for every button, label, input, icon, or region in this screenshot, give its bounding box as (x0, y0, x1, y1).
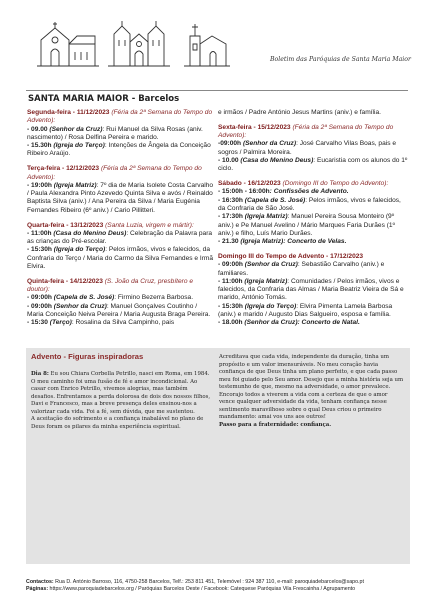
mass-intention: : Intenções de Ângela da Conceição Ribeiro Araújo. (27, 142, 211, 158)
schedule-day (218, 124, 408, 174)
schedule-day (27, 109, 215, 159)
mass-time: - 15.30h (27, 142, 52, 150)
pages-label: Páginas: (26, 586, 49, 593)
mass-intention: : Manuel Gonçalves Coutinho / Maria Conceição Neiva Pereira / Maria Augusta Braga Pereira. (27, 302, 211, 319)
mass-intention: : Rui Manuel da Silva Rosas (aniv. nascimento) / Rosa Delfina Pereira e marido. (27, 125, 203, 141)
mass-place: (Igreja Matriz) (53, 181, 97, 189)
mass-intention: : Pelos irmãos, vivos e falecidos, da Confraria do Terço / Maria do Carmo da Silva Fernandes e Irmã Elvira. (27, 246, 214, 271)
mass-entry (218, 157, 408, 174)
mass-entry (27, 126, 215, 143)
mass-intention: : Sebastião Carvalho (aniv.) e familiares. (218, 261, 385, 277)
schedule-day (218, 253, 408, 328)
mass-place: (Igreja Matriz) (244, 213, 288, 221)
mass-time: - 11:00h (27, 229, 52, 237)
mass-place: (Senhor da Cruz) (242, 140, 297, 148)
mass-place: (Senhor da Cruz) (244, 319, 298, 327)
mass-entry (218, 303, 408, 320)
mass-time: - 15:30h (27, 246, 52, 254)
mass-place: (Igreja do Terço) (244, 302, 297, 310)
mass-entry (218, 278, 408, 303)
mass-entry (218, 140, 408, 157)
mass-place: (Igreja do Terço) (53, 246, 106, 254)
mass-place: (Igreja Matriz) (240, 238, 284, 246)
footer-pages (26, 586, 435, 593)
mass-time: - 17:30h (218, 213, 243, 221)
mass-intention: : José Carvalho Vilas Boas, pais e sogros / Palmira Moreira. (218, 140, 396, 156)
liturgical-note: (S. João da Cruz, presbítero e doutor): (27, 277, 194, 294)
mass-entry (27, 230, 215, 247)
mass-place: (Igreja Matriz) (244, 277, 288, 285)
liturgical-note: (Féria da 2ª Semana do Tempo do Advento): (218, 123, 394, 140)
pages-text[interactable]: https://www.paroquiadebarcelos.org / Paróquias Barcelos Oeste / Facebook: Catequese Paróquias Vila Frescainha / Agrupamento (48, 586, 356, 593)
section-title: SANTA MARIA MAIOR - Barcelos (28, 94, 180, 104)
mass-time: - 16:30h (218, 196, 243, 204)
contacts-text[interactable]: Rua D. António Barroso, 116, 4750-258 Barcelos, Telf.: 253 811 451, Telemóvel : 924 387 110, e-mail: paroquiadebarcelos@sapo.pt (53, 579, 364, 585)
day-heading: Terça-feira - 12/12/2023 (Féria da 2ª Semana do Tempo do Advento): (27, 165, 202, 181)
mass-time: - 19:00h (27, 181, 52, 189)
continued-text (218, 109, 408, 117)
mass-intention: : Comunidades / Pelos irmãos, vivos e falecidos, da Confraria das Almas / Maria Beatriz Vieira de Sá e marido, António Tomás. (218, 277, 404, 302)
mass-intention: : Manuel Pereira Sousa Monteiro (9º aniv.) e Pe Manuel Avelino / Mário Marques Faria Durães (1º aniv.) e filho, Luís Mario Durães. (218, 213, 395, 237)
mass-intention: : Concerto de Natal. (297, 319, 360, 327)
day-heading: Quarta-feira - 13/12/2023 (Santa Luzia, virgem e mártir): (27, 221, 194, 229)
mass-place: (Capela de S. José) (244, 196, 306, 204)
mass-entry (218, 197, 408, 214)
bulletin-header (0, 0, 435, 86)
mass-time: - 15:00h - 16:00h (218, 188, 270, 196)
mass-place: (Senhor da Cruz) (49, 125, 103, 133)
advent-text-1: Eu sou Chiara Corbella Petrillo, nasci em Roma, em 1984. O meu caminho foi uma fusão de fé e amor incondicional. Ao casar com Enrico Petrillo, vivemos alegrias, mas também desafios. Enfrentamos a perda dolorosa de dois dos nossos filhos, Davi e Francesco, mas a breve presença deles ensinou-nos a valorizar cada vida. Foi a fé, sem dúvida, que me sustentou. (31, 371, 211, 415)
mass-intention: : Firmino Bezerra Barbosa. (114, 294, 194, 302)
footer (26, 579, 435, 594)
mass-entry (218, 213, 408, 238)
mass-time: - 09:00h (218, 261, 243, 269)
advent-text-2: A aceitação do sofrimento e a confiança inabalável no plano de Deus foram os pilares da minha experiência espiritual. (31, 416, 204, 430)
church-sketch-1 (37, 18, 99, 68)
mass-entry (218, 319, 408, 327)
bulletin-title: Boletim das Paróquias de Santa Maria Maior (270, 56, 411, 63)
mass-place: (Senhor da Cruz) (53, 302, 107, 310)
fraternity-value: confiança. (300, 421, 332, 428)
footer-contacts (26, 579, 435, 586)
mass-entry (27, 319, 215, 327)
church-sketch-3 (182, 18, 232, 68)
liturgical-note: (Féria da 2ª Semana do Tempo do Advento): (27, 165, 202, 181)
mass-time: - 09.00 (27, 125, 48, 133)
header-divider (26, 90, 408, 91)
mass-place: (Terço) (49, 319, 72, 327)
mass-entry (218, 261, 408, 278)
liturgical-note: (Féria da 2ª Semana do Tempo do Advento): (27, 109, 213, 125)
fraternity-label: Passo para a fraternidade: (219, 421, 299, 428)
mass-place: (Igreja do Terço) (53, 142, 105, 150)
mass-entry (218, 238, 408, 246)
mass-intention: : Confissões de Advento. (269, 188, 349, 196)
mass-place: (Casa do Menino Deus) (53, 229, 127, 237)
day-heading: Segunda-feira - 11/12/2023 (Féria da 2ª Semana do Tempo do Advento): (27, 109, 213, 125)
liturgical-note: (Domingo III do Tempo do Advento): (282, 180, 389, 188)
mass-intention: : Celebração da Palavra para as crianças do Pré-escolar. (27, 229, 213, 246)
schedule-left-column (27, 109, 215, 334)
mass-time: - 09:00h (27, 302, 52, 310)
mass-time: - 09:00h (27, 294, 52, 302)
mass-intention: : Pelos irmãos, vivos e falecidos, da Confraria de São José. (218, 196, 401, 212)
mass-entry (218, 188, 408, 196)
mass-time: - 18.00h (218, 319, 243, 327)
mass-time: - 15:30 (27, 319, 48, 327)
mass-time: - 15:30h (218, 302, 243, 310)
mass-intention: : Rosalina da Silva Campinho, pais (71, 319, 175, 327)
mass-entry (27, 182, 215, 215)
day-heading: Quinta-feira - 14/12/2023 (S. João da Cruz, presbítero e doutor): (27, 277, 194, 294)
schedule-right-column (218, 109, 408, 334)
mass-time: -09:00h (218, 140, 242, 148)
advent-box-right-text (219, 354, 405, 429)
mass-entry (27, 246, 215, 271)
advent-box-title: Advento - Figuras inspiradoras (31, 352, 144, 361)
mass-entry (27, 303, 215, 320)
mass-time: - 10.00 (218, 156, 239, 164)
advent-box-left-text (31, 371, 211, 431)
contacts-label: Contactos: (26, 579, 54, 585)
mass-entry (27, 294, 215, 302)
mass-intention: : 7º dia de Maria Isolete Costa Carvalho / Paula Alexandra Pinto Azevedo Quinta Silva e avós / Reinaldo Baptista Silva (aniv.) / Ana Pereira da Silva / Maria Eugénia Fernandes Ribeiro (6º aniv.) / Cario Pillitteri. (27, 181, 214, 214)
mass-intention: : Elvira Pimenta Lamela Barbosa (aniv.) e marido / Augusto Dias Salgueiro, esposa e família. (218, 302, 393, 319)
mass-place: (Casa do Menino Deus) (240, 156, 314, 164)
mass-place: (Capela de S. José) (53, 294, 115, 302)
mass-entry (27, 142, 215, 159)
continued-line: e irmãos / Padre António Jesus Martins (aniv.) e família. (218, 109, 381, 116)
schedule-day (218, 180, 408, 246)
liturgical-note: (Santa Luzia, virgem e mártir): (105, 221, 194, 229)
mass-intention: : Eucaristia com os alunos do 1º ciclo. (218, 156, 408, 173)
church-sketch-2 (108, 18, 170, 68)
schedule-day (27, 222, 215, 272)
advent-text-3: Acreditava que cada vida, independente da duração, tinha um propósito e um valor imensuráveis. No meu coração havia confiança de que Deus tinha um plano perfeito, e que cada passo meu foi guiado pelo Seu amor. Desejo que a minha história seja um testemunho de que, mesmo na adversidade, o amor prevalece. Encorajo todos a viverem a vida com a certeza de que o amor vence qualquer adversidade da vida, tenham confiança nesse sentimento maravilhoso sobre o qual Deus criou o primeiro mandamento: amai vos uns aos outros! (219, 354, 404, 420)
day-heading: Sábado - 16/12/2023 (Domingo III do Tempo do Advento): (218, 180, 389, 188)
schedule-day (27, 278, 215, 328)
advent-day-label: Dia 8: (31, 371, 49, 377)
mass-time: - 11:00h (218, 277, 243, 285)
mass-place: (Senhor da Cruz) (244, 261, 298, 269)
day-heading: Domingo III do Tempo de Advento - 17/12/2023 (218, 252, 364, 260)
day-heading: Sexta-feira - 15/12/2023 (Féria da 2ª Semana do Tempo do Advento): (218, 123, 394, 140)
mass-time: - 21.30 (218, 238, 239, 246)
right-days (218, 124, 408, 328)
schedule-day (27, 165, 215, 215)
mass-intention: : Concerto de Velas. (283, 238, 347, 246)
